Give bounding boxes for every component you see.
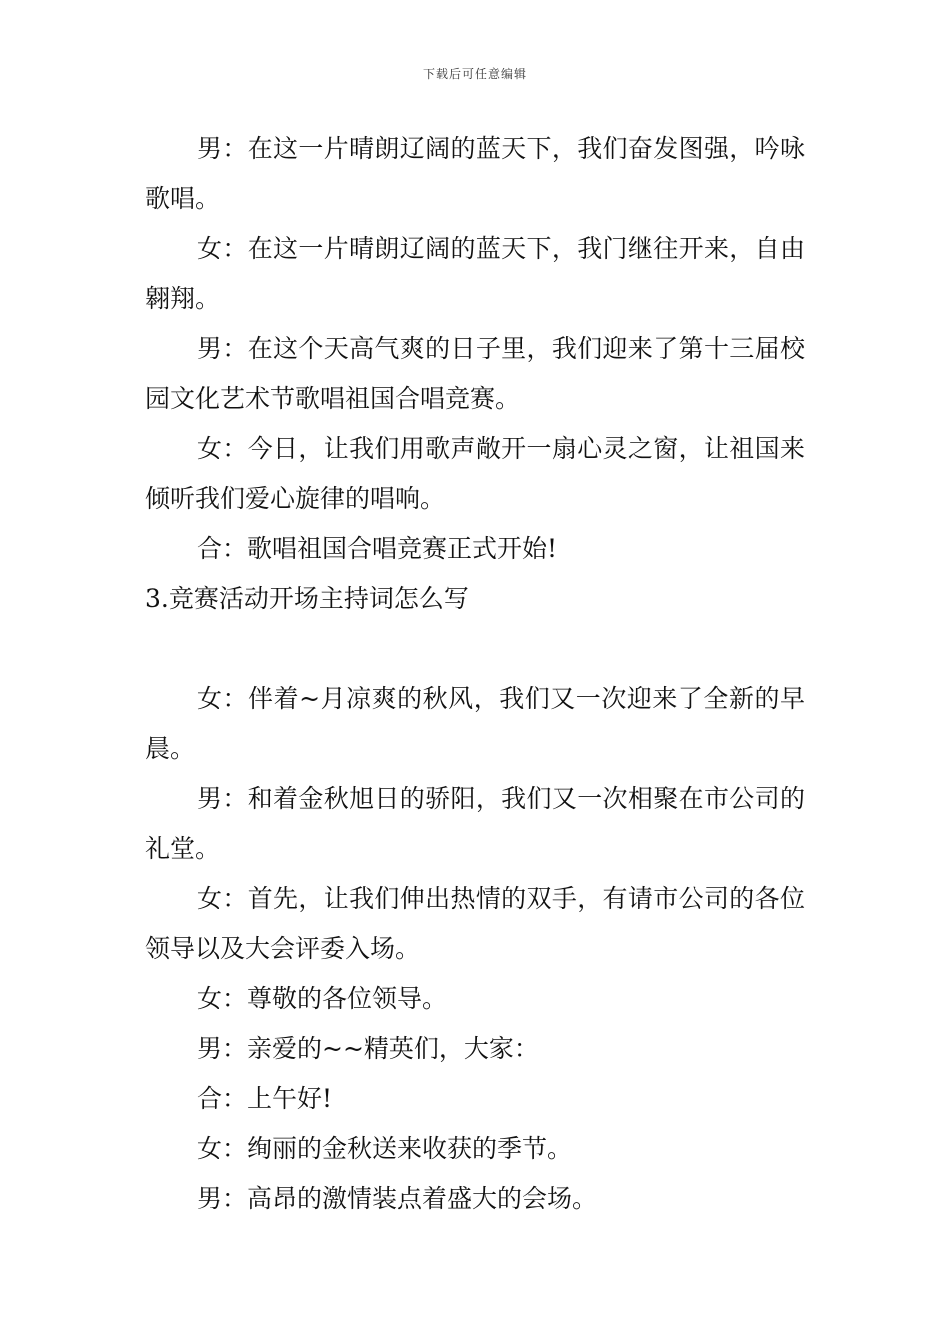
paragraph: 女：在这一片晴朗辽阔的蓝天下，我门继往开来，自由翱翔。	[145, 234, 805, 313]
paragraph: 合：上午好!	[197, 1084, 333, 1113]
document-body	[145, 124, 805, 1224]
paragraph: 合：歌唱祖国合唱竞赛正式开始!	[197, 534, 558, 563]
section-heading: 3.竞赛活动开场主持词怎么写	[145, 584, 469, 613]
page-header: 下载后可任意编辑	[422, 67, 527, 81]
paragraph: 男：在这个天高气爽的日子里，我们迎来了第十三届校园文化艺术节歌唱祖国合唱竞赛。	[145, 334, 805, 413]
paragraph: 女：伴着~月凉爽的秋风，我们又一次迎来了全新的早晨。	[145, 684, 805, 763]
paragraph: 男：在这一片晴朗辽阔的蓝天下，我们奋发图强，吟咏歌唱。	[145, 134, 805, 213]
paragraph: 女：尊敬的各位领导。	[197, 984, 448, 1013]
paragraph: 女：首先，让我们伸出热情的双手，有请市公司的各位领导以及大会评委入场。	[145, 884, 805, 963]
paragraph: 女：今日，让我们用歌声敞开一扇心灵之窗，让祖国来倾听我们爱心旋律的唱响。	[145, 434, 805, 513]
paragraph: 女：绚丽的金秋送来收获的季节。	[197, 1134, 573, 1163]
paragraph: 男：亲爱的~~精英们，大家：	[197, 1034, 539, 1063]
paragraph: 男：和着金秋旭日的骄阳，我们又一次相聚在市公司的礼堂。	[145, 784, 805, 863]
blank-line	[145, 624, 805, 674]
paragraph: 男：高昂的激情装点着盛大的会场。	[197, 1184, 598, 1213]
